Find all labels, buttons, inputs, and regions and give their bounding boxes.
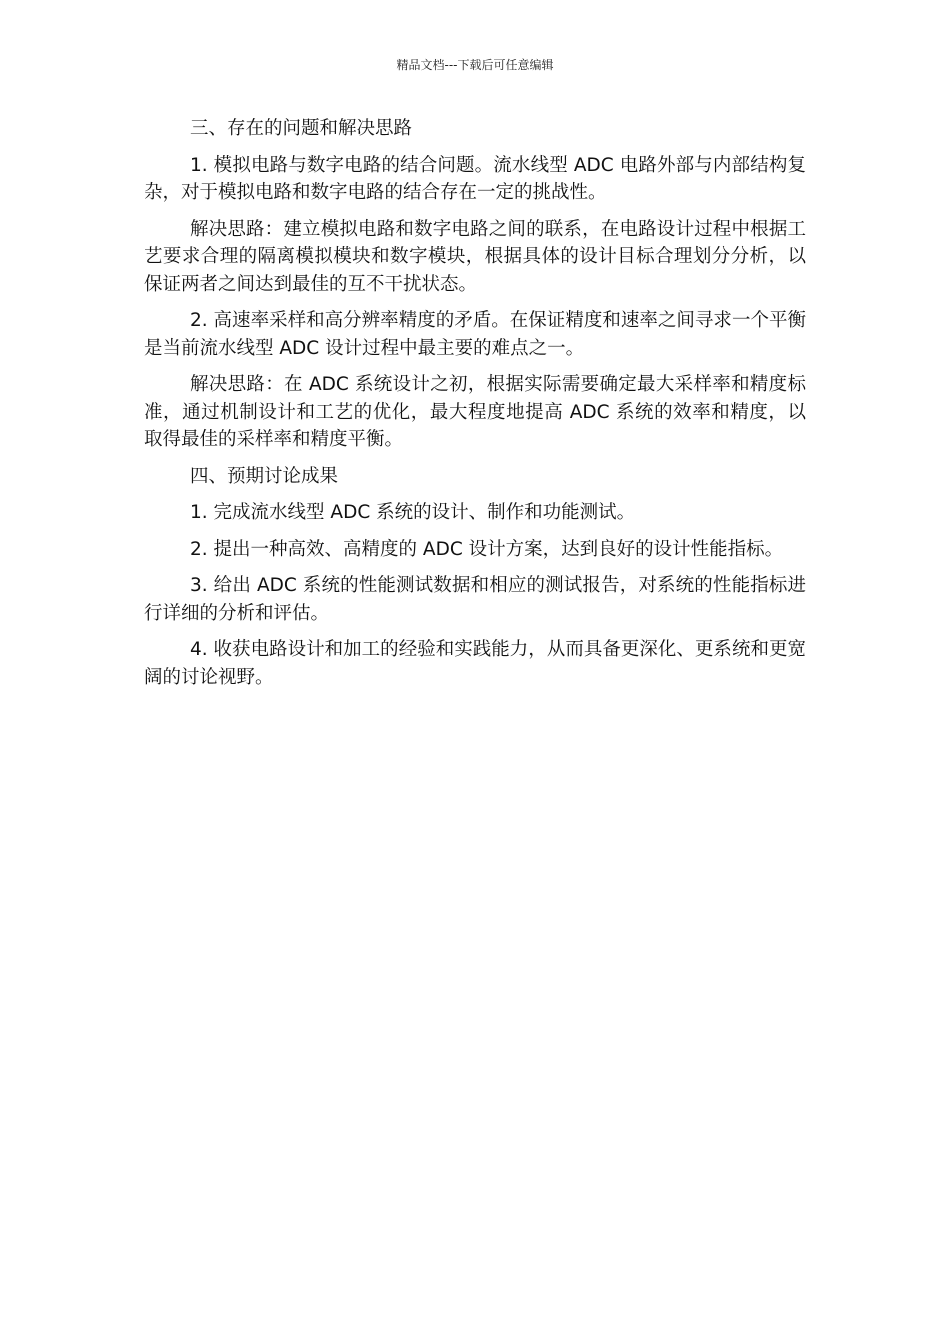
outcome-paragraph-2: 2. 提出一种高效、高精度的 ADC 设计方案，达到良好的设计性能指标。: [190, 538, 784, 560]
outcome-paragraph-4: 4. 收获电路设计和加工的经验和实践能力，从而具备更深化、更系统和更宽阔的讨论视野。: [144, 639, 806, 688]
solution-paragraph-1: 解决思路：建立模拟电路和数字电路之间的联系，在电路设计过程中根据工艺要求合理的隔离模拟模块和数字模块，根据具体的设计目标合理划分分析，以保证两者之间达到最佳的互不干扰状态。: [144, 218, 806, 295]
problem-paragraph-2: 2. 高速率采样和高分辨率精度的矛盾。在保证精度和速率之间寻求一个平衡是当前流水线型 ADC 设计过程中最主要的难点之一。: [144, 310, 806, 359]
problem-paragraph-1: 1. 模拟电路与数字电路的结合问题。流水线型 ADC 电路外部与内部结构复杂，对于模拟电路和数字电路的结合存在一定的挑战性。: [144, 154, 806, 203]
outcome-paragraph-3: 3. 给出 ADC 系统的性能测试数据和相应的测试报告，对系统的性能指标进行详细的分析和评估。: [144, 575, 806, 624]
document-body: [144, 115, 806, 700]
page-header: 精品文档---下载后可任意编辑: [396, 58, 554, 72]
section-heading-outcomes: 四、预期讨论成果: [190, 465, 339, 487]
outcome-paragraph-1: 1. 完成流水线型 ADC 系统的设计、制作和功能测试。: [190, 502, 636, 523]
section-heading-problems: 三、存在的问题和解决思路: [190, 118, 413, 139]
solution-paragraph-2: 解决思路：在 ADC 系统设计之初，根据实际需要确定最大采样率和精度标准，通过机制设计和工艺的优化，最大程度地提高 ADC 系统的效率和精度，以取得最佳的采样率和精度平衡。: [144, 374, 806, 450]
